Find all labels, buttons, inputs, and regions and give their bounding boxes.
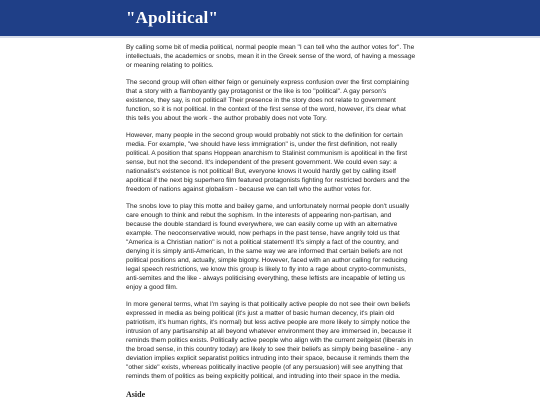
section-heading: Aside: [126, 390, 146, 399]
paragraph: The snobs love to play this motte and bailey game, and unfortunately normal people don't usually care enough to think and rebut the sophism. In the interests of appearing non-partisan, and because the double standard is found everywhere, we can easily come up with an alternative example. The neoconservative would, now perhaps in the past tense, have angrily told us that "America is a Christian nation" is not a political statement! It's simply a fact of the country, and denying it is simply anti-American, In the same way we are informed that certain beliefs are not political positions and, actually, simple bigotry. However, faced with an author calling for reducing legal speech restrictions, we know this group is likely to fly into a rage about crypto-communists, anti-semites and the like - always politicising everything, these leftists are incapable of letting us enjoy a good film.: [126, 203, 410, 291]
article-body: [126, 43, 416, 399]
paragraph: However, many people in the second group would probably not stick to the definition for certain media. For example, "we should have less immigration" is, under the first definition, not really political. A position that spans Hoppean anarchism to Stalinist communism is apolitical in the first sense, but not the second. It's independent of the present government. We could even say: a nationalist's existence is not political! But, everyone knows it would hardly get by calling itself apolitical if the next big superhero film featured protagonists fighting for restricted borders and the freedom of nations against globalism - because we can tell who the author votes for.: [126, 132, 410, 193]
header-banner: [0, 0, 540, 38]
paragraph: By calling some bit of media political, normal people mean "I can tell who the author votes for". The intellectuals, the academics or snobs, mean it in the Greek sense of the word, of having a message or meaning relating to politics.: [126, 44, 416, 69]
page-title: "Apolitical": [126, 8, 219, 27]
paragraph: The second group will often either feign or genuinely express confusion over the first complaining that a story with a flamboyantly gay protagonist or the like is too "political". A gay person's existence, they say, is not political! Their presence in the story does not relate to government function, so it is not political. In the context of the first sense of the word, however, it's clear what this tells you about the work - the author probably does not vote Tory.: [126, 79, 409, 122]
paragraph: In more general terms, what I'm saying is that politically active people do not see their own beliefs expressed in media as being political (it's just a matter of basic human decency, it's plain old patriotism, it's human rights, it's normal) but less active people are more likely to simply notice the intrusion of any partisanship at all beyond whatever environment they are immersed in, because it reminds them politics exists. Politically active people who align with the current zeitgeist (liberals in the broad sense, in this country today) are likely to see their beliefs as simply being baseline - any deviation implies explicit separatist politics intruding into their space, because it reminds them the "other side" exists, whereas politically inactive people (of any persuasion) will see anything that reminds them of politics as being explicitly political, and intruding into their space in the media.: [126, 301, 413, 380]
